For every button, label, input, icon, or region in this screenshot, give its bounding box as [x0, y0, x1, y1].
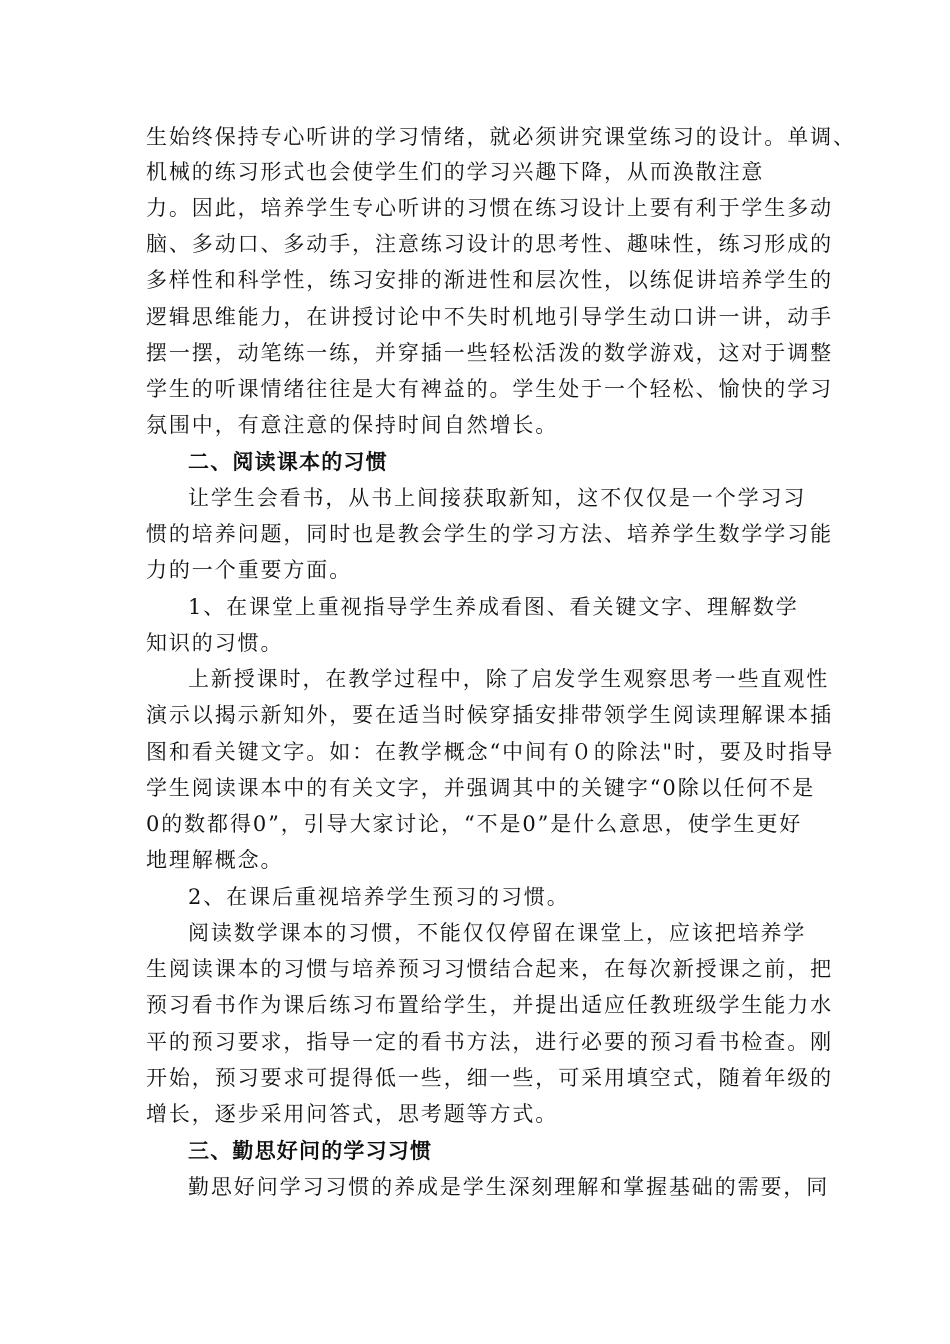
text-line: 摆一摆，动笔练一练，并穿插一些轻松活泼的数学游戏，这对于调整	[146, 341, 833, 365]
text-line: 让学生会看书，从书上间接获取新知，这不仅仅是一个学习习	[188, 486, 807, 510]
text-line: 惯的培养问题，同时也是教会学生的学习方法、培养学生数学学习能	[146, 522, 833, 546]
text-line: 脑、多动口、多动手，注意练习设计的思考性、趣味性，练习形成的	[146, 232, 833, 256]
text-line: 氛围中，有意注意的保持时间自然增长。	[146, 413, 559, 437]
text-line: 增长，逐步采用问答式，思考题等方式。	[146, 1102, 559, 1126]
text-line: 预习看书作为课后练习布置给学生，并提出适应任教班级学生能力水	[146, 993, 833, 1017]
section-heading: 二、阅读课本的习惯	[188, 449, 388, 474]
text-line: 开始，预习要求可提得低一些，细一些，可采用填空式，随着年级的	[146, 1066, 833, 1090]
text-line: 机械的练习形式也会使学生们的学习兴趣下降，从而涣散注意	[146, 160, 765, 184]
text-line: 力的一个重要方面。	[146, 558, 353, 582]
text-line: 力。因此，培养学生专心听讲的习惯在练习设计上要有利于学生多动	[146, 196, 833, 220]
text-line: 多样性和科学性，练习安排的渐进性和层次性，以练促讲培养学生的	[146, 268, 833, 292]
text-line: 演示以揭示新知外，要在适当时候穿插安排带领学生阅读理解课本插	[146, 703, 833, 727]
text-line: 1、在课堂上重视指导学生养成看图、看关键文字、理解数学	[188, 595, 799, 619]
text-line: 图和看关键文字。如：在教学概念“中间有０的除法"时，要及时指导	[146, 740, 835, 764]
text-line: 平的预习要求，指导一定的看书方法，进行必要的预习看书检查。刚	[146, 1030, 833, 1054]
text-line: 学生的听课情绪往往是大有裨益的。学生处于一个轻松、愉快的学习	[146, 377, 833, 401]
text-line: 逻辑思维能力，在讲授讨论中不失时机地引导学生动口讲一讲，动手	[146, 305, 833, 329]
text-line: 0的数都得0”，引导大家讨论，“不是0”是什么意思，使学生更好	[146, 812, 803, 836]
text-line: 学生阅读课本中的有关文字，并强调其中的关键字“0除以任何不是	[146, 776, 816, 800]
text-line: 勤思好问学习习惯的养成是学生深刻理解和掌握基础的需要，同	[188, 1175, 830, 1199]
text-line: 上新授课时，在教学过程中，除了启发学生观察思考一些直观性	[188, 667, 830, 691]
text-line: 生阅读课本的习惯与培养预习习惯结合起来，在每次新授课之前，把	[146, 957, 833, 981]
text-line: 阅读数学课本的习惯，不能仅仅停留在课堂上，应该把培养学	[188, 921, 807, 945]
text-line: 生始终保持专心听讲的学习情绪，就必须讲究课堂练习的设计。单调、	[146, 125, 856, 149]
text-line: 2、在课后重视培养学生预习的习惯。	[188, 885, 570, 909]
text-line: 知识的习惯。	[146, 631, 284, 655]
text-line: 地理解概念。	[146, 848, 284, 872]
section-heading: 三、勤思好问的学习习惯	[188, 1138, 433, 1163]
